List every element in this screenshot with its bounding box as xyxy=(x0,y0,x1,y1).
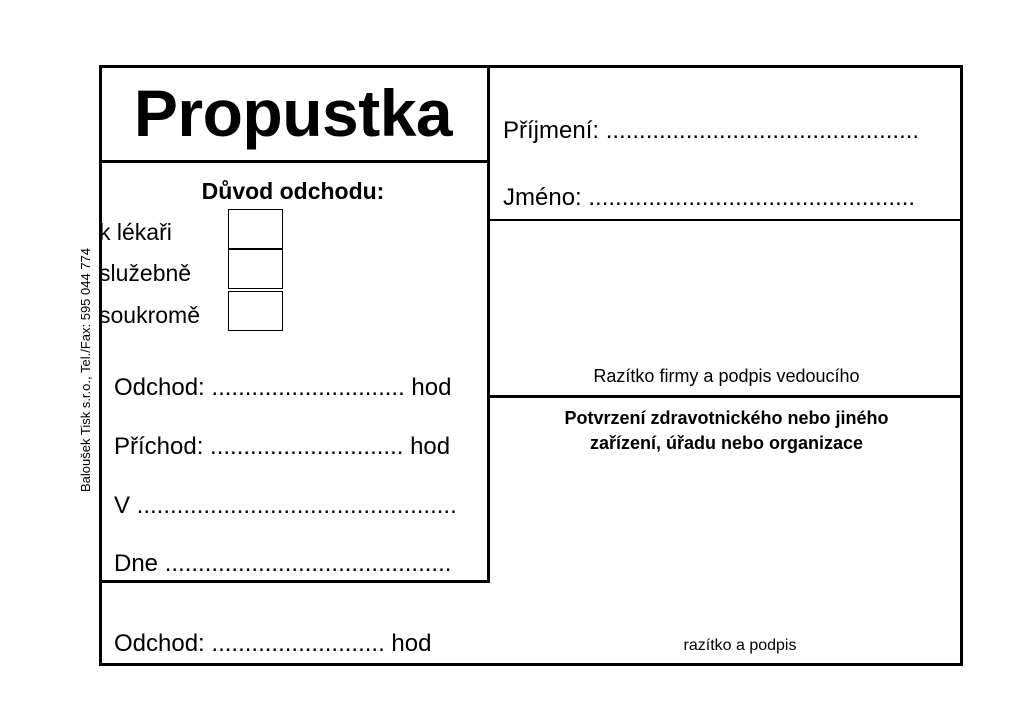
divider xyxy=(490,219,963,221)
reason-option-business: služebně xyxy=(99,260,192,286)
name-field[interactable]: Jméno: ................................................. xyxy=(503,184,916,211)
arrival-field[interactable]: Příchod: ............................. hod xyxy=(114,433,451,460)
date-field[interactable]: Dne ........................................... xyxy=(114,550,452,577)
title-box xyxy=(99,65,490,163)
confirmation-title xyxy=(490,406,963,456)
reason-option-private: soukromě xyxy=(99,302,200,328)
confirmation-title-line: zařízení, úřadu nebo organizace xyxy=(589,433,864,453)
checkbox-business[interactable] xyxy=(228,249,283,289)
checkbox-doctor[interactable] xyxy=(228,209,283,249)
reason-title: Důvod odchodu: xyxy=(201,178,385,204)
reason-option-doctor: k lékaři xyxy=(99,219,172,245)
page-title: Propustka xyxy=(133,76,453,150)
divider xyxy=(490,395,963,398)
stamp-signature-label: razítko a podpis xyxy=(683,637,797,654)
surname-field[interactable]: Příjmení: ............................................... xyxy=(503,117,920,144)
place-field[interactable]: V ................................................ xyxy=(114,492,457,519)
departure-bottom-field[interactable]: Odchod: .......................... hod xyxy=(114,630,432,657)
confirmation-title-line: Potvrzení zdravotnického nebo jiného xyxy=(564,408,889,428)
checkbox-private[interactable] xyxy=(228,291,283,331)
departure-field[interactable]: Odchod: ............................. hod xyxy=(114,374,452,401)
printer-info: Baloušek Tisk s.r.o., Tel./Fax: 595 044 774 xyxy=(78,247,93,492)
manager-stamp-label: Razítko firmy a podpis vedoucího xyxy=(593,366,860,386)
